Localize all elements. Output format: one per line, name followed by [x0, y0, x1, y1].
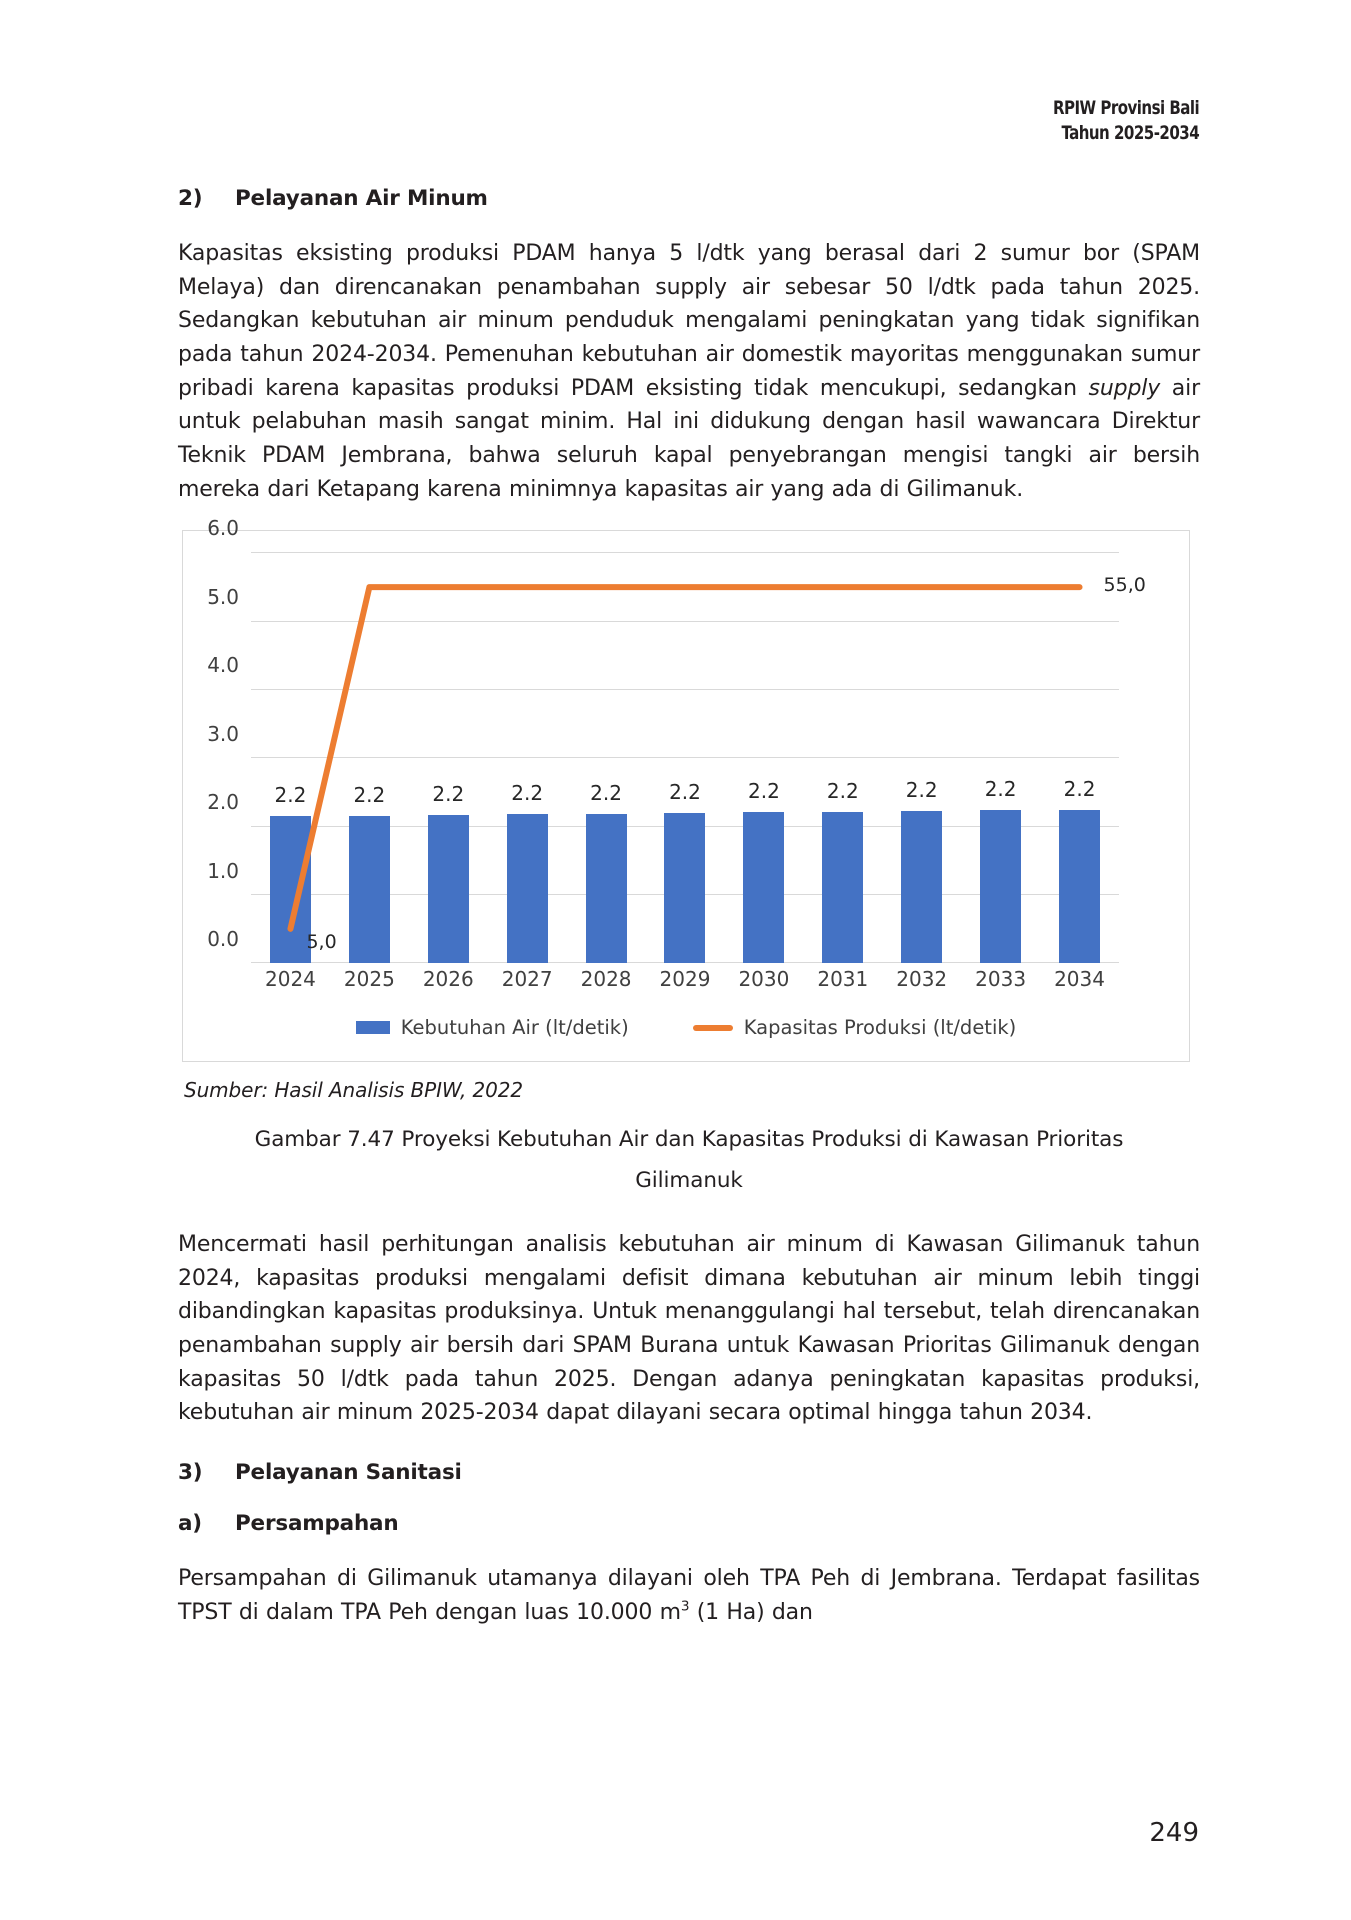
paragraph-intro-part1: Kapasitas eksisting produksi PDAM hanya 5 l/dtk yang berasal dari 2 sumur bor (SPAM Melaya) dan direncanakan penambahan supply air sebesar 50 l/dtk pada tahun 2025. Sedangkan kebutuhan air minum penduduk mengalami peningkatan yang tidak signifikan pada tahun 2024-2034. Pemenuhan kebutuhan air domestik mayoritas menggunakan sumur pribadi karena kapasitas produksi PDAM eksisting tidak mencukupi, sedangkan [178, 241, 1200, 401]
line-point-label: 55,0 [1103, 574, 1146, 597]
section3-title: Pelayanan Sanitasi [235, 1459, 462, 1485]
y-axis-tick-label: 4.0 [207, 653, 239, 678]
section-number: 2) [178, 186, 203, 211]
chart-plot-area [207, 516, 1146, 963]
page-number: 249 [1149, 1818, 1199, 1848]
section-heading-sanitasi [178, 1460, 1200, 1485]
x-axis-tick-label: 2024 [265, 967, 316, 992]
bar-slot [251, 553, 330, 963]
chart-bar [1059, 810, 1100, 964]
header-line-1: RPIW Provinsi Bali [1052, 97, 1199, 119]
chart-bar [428, 815, 469, 963]
legend-label: Kapasitas Produksi (lt/detik) [743, 1016, 1017, 1040]
x-axis-tick-label: 2031 [817, 967, 869, 992]
section3-number: 3) [178, 1459, 203, 1485]
header-line-2: Tahun 2025-2034 [1061, 122, 1199, 145]
chart-bar [664, 813, 705, 963]
subsection-a-number: a) [178, 1510, 202, 1536]
chart-container [182, 516, 1190, 1062]
bar-slot [567, 553, 646, 963]
paragraph-intro-italic: supply [1088, 375, 1161, 401]
chart-x-axis [251, 967, 1119, 991]
x-axis-tick-label: 2027 [501, 967, 553, 992]
figure-caption-line-1: Gambar 7.47 Proyeksi Kebutuhan Air dan Kapasitas Produksi di Kawasan Prioritas [254, 1127, 1124, 1153]
paragraph-persampahan-part2: (1 Ha) dan [689, 1599, 813, 1625]
paragraph-intro-part2: air untuk pelabuhan masih sangat minim. Hal ini didukung dengan hasil wawancara Direktur Teknik PDAM Jembrana, bahwa seluruh kapal penyebrangan mengisi tangki air bersih mereka dari Ketapang karena minimnya kapasitas air yang ada di Gilimanuk. [178, 375, 1200, 502]
figure-7-47 [178, 516, 1200, 1202]
chart-bar [586, 814, 627, 964]
bar-slot [488, 553, 567, 963]
legend-item[interactable] [693, 1016, 1017, 1039]
legend-bar-swatch-icon [356, 1021, 390, 1034]
chart-legend [183, 1016, 1189, 1039]
content-column [178, 186, 1200, 1653]
bar-slot [1040, 553, 1119, 963]
y-axis-tick-label: 0.0 [207, 927, 239, 952]
x-axis-tick-label: 2034 [1054, 967, 1105, 992]
chart-bar [507, 814, 548, 963]
chart-bar [822, 812, 863, 964]
paragraph-persampahan [178, 1562, 1200, 1629]
x-axis-tick-label: 2032 [896, 967, 948, 992]
line-point-label: 5,0 [306, 931, 337, 954]
bar-slot [803, 553, 882, 963]
subsection-heading-persampahan [178, 1511, 1200, 1536]
y-axis-tick-label: 1.0 [207, 858, 239, 883]
bar-slot [330, 553, 409, 963]
chart-bar [980, 810, 1021, 963]
bar-slot [882, 553, 961, 963]
x-axis-tick-label: 2028 [580, 967, 632, 992]
bar-value-label: 2.2 [1063, 776, 1096, 801]
x-axis-tick-label: 2033 [975, 967, 1027, 992]
bar-slot [409, 553, 488, 963]
figure-caption [178, 1120, 1200, 1202]
bar-slot [961, 553, 1040, 963]
running-header [1033, 96, 1199, 146]
bar-value-label: 2.2 [669, 779, 701, 804]
superscript-cubic: 3 [680, 1598, 690, 1615]
chart-bar [901, 811, 942, 963]
y-axis-tick-label: 3.0 [207, 721, 239, 746]
bar-value-label: 2.2 [984, 777, 1017, 802]
bar-slot [646, 553, 725, 963]
legend-label: Kebutuhan Air (lt/detik) [400, 1016, 629, 1040]
x-axis-tick-label: 2026 [422, 967, 474, 992]
subsection-a-title: Persampahan [235, 1510, 399, 1536]
y-axis-tick-label: 5.0 [207, 584, 239, 609]
bar-value-label: 2.2 [274, 783, 307, 808]
bar-slot [724, 553, 803, 963]
chart-bars-layer [251, 553, 1119, 963]
section-title: Pelayanan Air Minum [235, 186, 488, 211]
bar-value-label: 2.2 [432, 781, 465, 806]
paragraph-intro [178, 237, 1200, 506]
chart-bar [349, 816, 390, 964]
section-heading-air-minum [178, 186, 1200, 211]
legend-line-swatch-icon [693, 1025, 733, 1031]
chart-bar [743, 812, 784, 963]
chart-bar [270, 816, 311, 963]
bar-value-label: 2.2 [511, 781, 544, 806]
x-axis-tick-label: 2030 [738, 967, 790, 992]
figure-caption-line-2: Gilimanuk [635, 1168, 743, 1194]
x-axis-tick-label: 2029 [659, 967, 711, 992]
y-axis-tick-label: 6.0 [207, 516, 239, 541]
legend-item[interactable] [356, 1016, 629, 1039]
bar-value-label: 2.2 [353, 782, 386, 807]
bar-value-label: 2.2 [590, 780, 622, 805]
paragraph-persampahan-part1: Persampahan di Gilimanuk utamanya dilayani oleh TPA Peh di Jembrana. Terdapat fasilitas TPST di dalam TPA Peh dengan luas 10.000 m [178, 1565, 1200, 1625]
x-axis-tick-label: 2025 [343, 967, 395, 992]
bar-value-label: 2.2 [905, 777, 938, 802]
y-axis-tick-label: 2.0 [207, 790, 239, 815]
paragraph-after-figure: Mencermati hasil perhitungan analisis kebutuhan air minum di Kawasan Gilimanuk tahun 2024, kapasitas produksi mengalami defisit dimana kebutuhan air minum lebih tinggi dibandingkan kapasitas produksinya. Untuk menanggulangi hal tersebut, telah direncanakan penambahan supply air bersih dari SPAM Burana untuk Kawasan Prioritas Gilimanuk dengan kapasitas 50 l/dtk pada tahun 2025. Dengan adanya peningkatan kapasitas produksi, kebutuhan air minum 2025-2034 dapat dilayani secara optimal hingga tahun 2034. [178, 1231, 1200, 1426]
figure-source: Sumber: Hasil Analisis BPIW, 2022 [184, 1078, 523, 1103]
bar-value-label: 2.2 [826, 778, 859, 803]
bar-value-label: 2.2 [747, 779, 780, 804]
